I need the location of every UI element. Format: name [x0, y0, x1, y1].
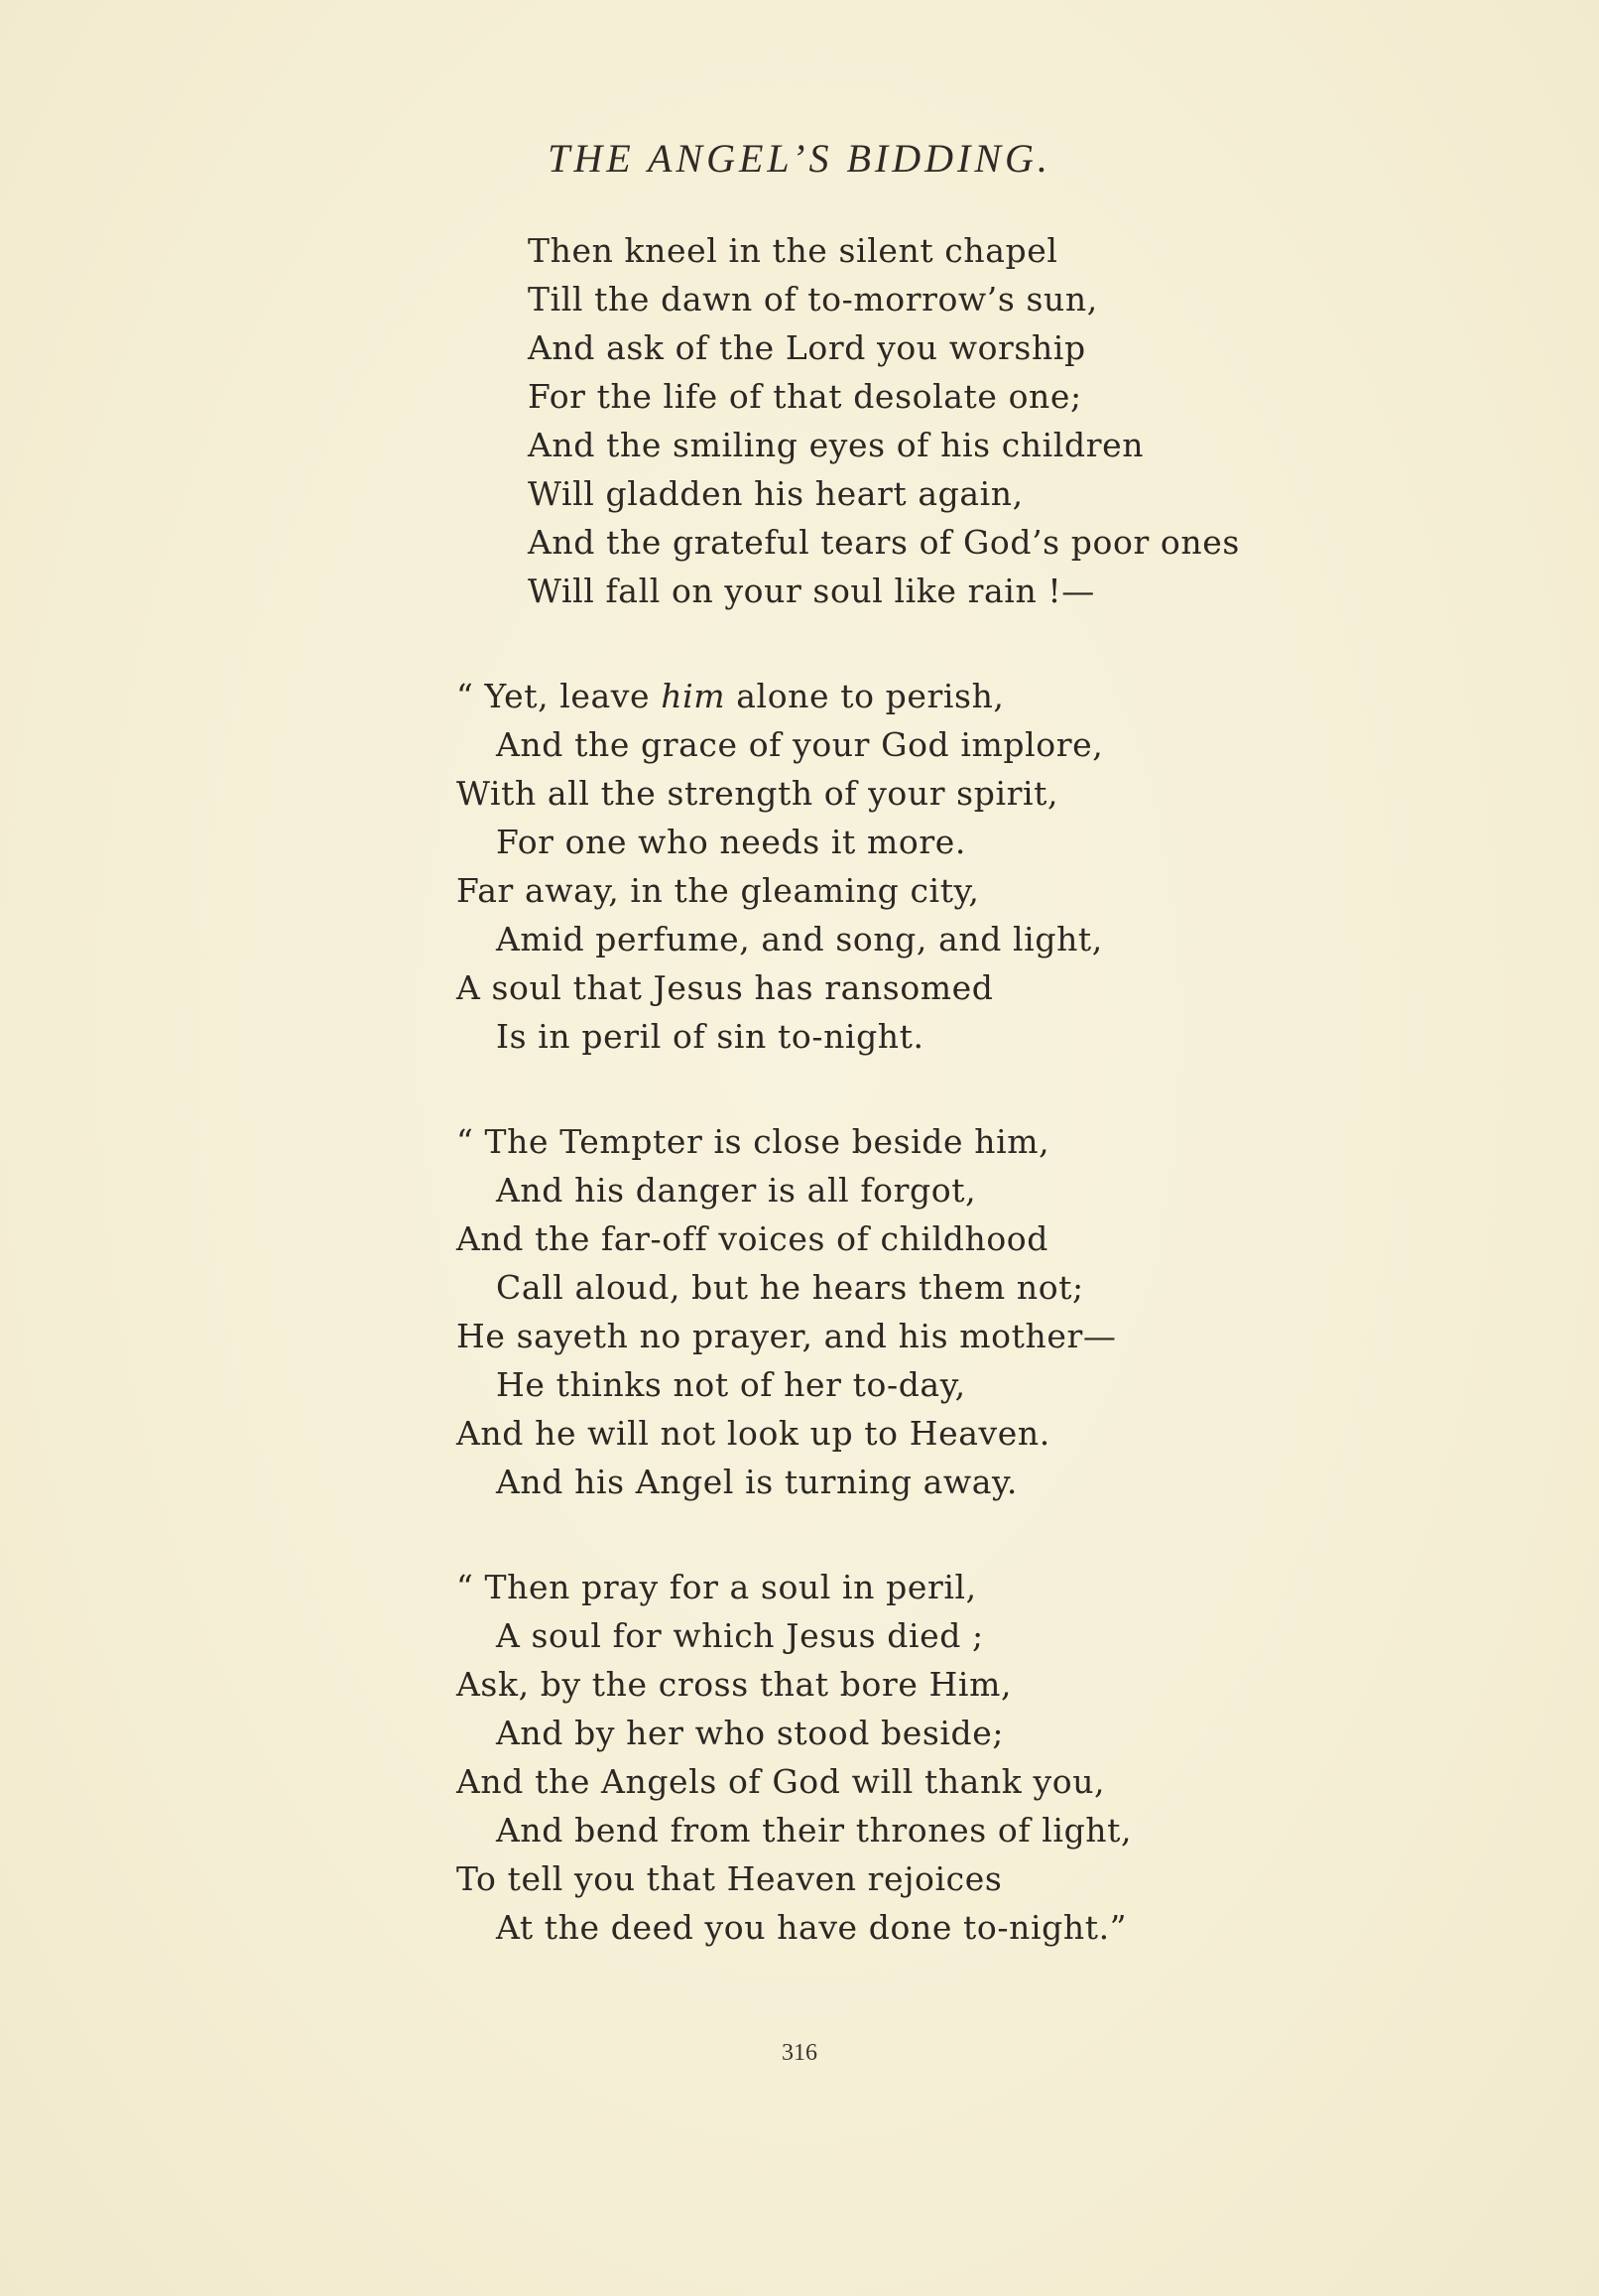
verse-line: For one who needs it more. — [496, 823, 966, 861]
verse-line: And his Angel is turning away. — [496, 1463, 1019, 1501]
verse-line: Will fall on your soul like rain !— — [528, 572, 1095, 610]
verse-line: Far away, in the gleaming city, — [456, 871, 980, 910]
verse-line: And the grace of your God implore, — [496, 725, 1104, 764]
verse-line: A soul that Jesus has ransomed — [456, 968, 994, 1007]
verse-line: And ask of the Lord you worship — [528, 328, 1086, 367]
verse-line: Call aloud, but he hears them not; — [496, 1268, 1084, 1307]
verse-line: And his danger is all forgot, — [496, 1171, 977, 1210]
verse-line: Amid perfume, and song, and light, — [496, 920, 1103, 958]
verse-text: alone to perish, — [725, 677, 1005, 715]
running-head: THE ANGEL’S BIDDING. — [548, 136, 1051, 181]
verse-line: And the far-off voices of childhood — [456, 1219, 1048, 1258]
stanza-3 — [456, 1117, 1448, 1506]
verse-line: And he will not look up to Heaven. — [456, 1414, 1050, 1453]
verse-line: At the deed you have done to-night.” — [496, 1908, 1128, 1947]
verse-line — [456, 672, 1448, 720]
emphasized-word: him — [661, 677, 726, 715]
verse-line: And bend from their thrones of light, — [496, 1811, 1133, 1850]
verse-line: For the life of that desolate one; — [528, 377, 1082, 416]
verse-line: Ask, by the cross that bore Him, — [456, 1665, 1013, 1704]
stanza-4 — [456, 1563, 1448, 1952]
verse-line: Then kneel in the silent chapel — [528, 231, 1058, 270]
verse-line: “ Then pray for a soul in peril, — [456, 1568, 977, 1606]
stanza-2 — [456, 672, 1448, 1061]
verse-line: To tell you that Heaven rejoices — [456, 1859, 1003, 1898]
verse-line: And by her who stood beside; — [496, 1714, 1005, 1752]
verse-line: Will gladden his heart again, — [528, 474, 1024, 513]
verse-line: And the Angels of God will thank you, — [456, 1762, 1106, 1801]
page-number: 316 — [782, 2040, 817, 2066]
verse-line: Till the dawn of to-morrow’s sun, — [528, 280, 1098, 319]
verse-line: And the grateful tears of God’s poor ones — [528, 523, 1240, 562]
verse-line: With all the strength of your spirit, — [456, 774, 1059, 813]
verse-line: A soul for which Jesus died ; — [496, 1616, 984, 1655]
verse-line: And the smiling eyes of his children — [528, 426, 1145, 464]
verse-line: Is in peril of sin to-night. — [496, 1017, 924, 1056]
verse-line: He sayeth no prayer, and his mother— — [456, 1317, 1117, 1355]
verse-text: “ Yet, leave — [456, 677, 662, 715]
verse-line: He thinks not of her to-day, — [496, 1365, 966, 1404]
stanza-1 — [456, 226, 1448, 615]
verse-line: “ The Tempter is close beside him, — [456, 1122, 1050, 1161]
